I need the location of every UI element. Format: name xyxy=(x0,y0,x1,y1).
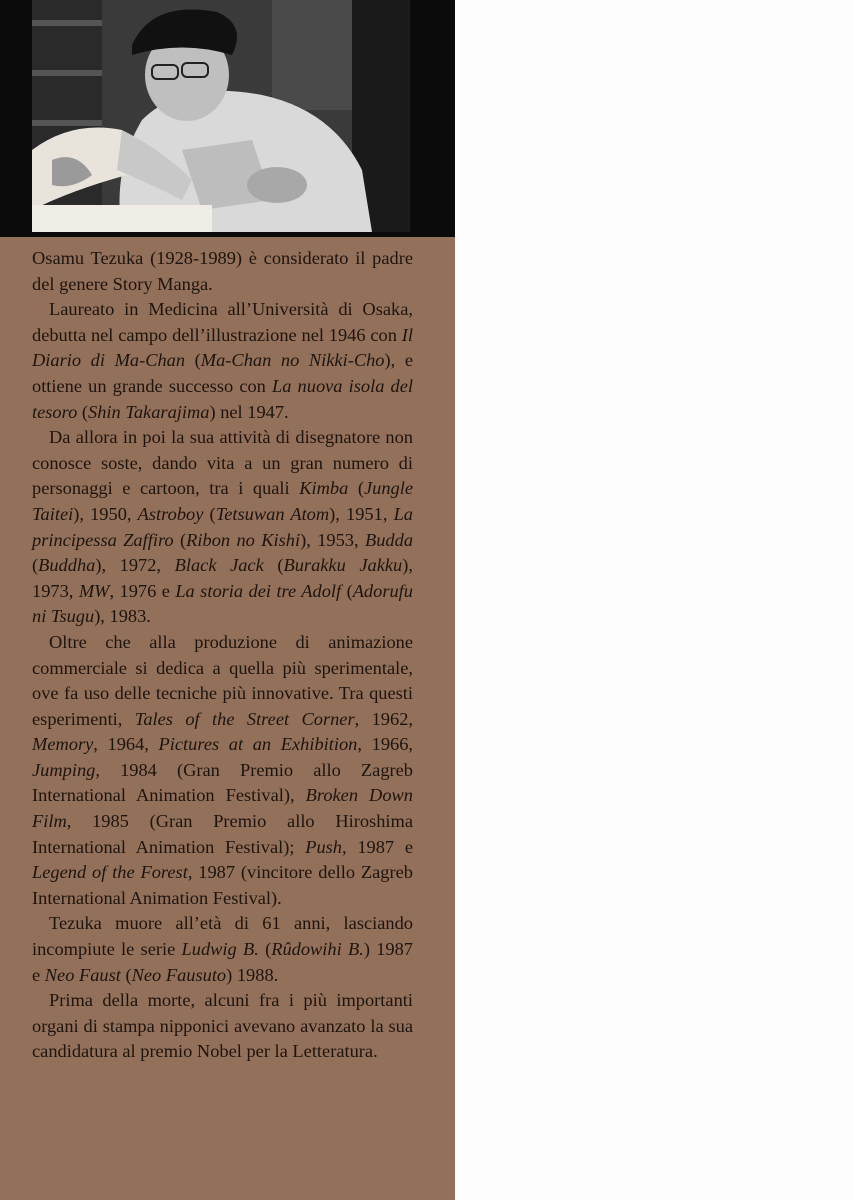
blank-right-page xyxy=(455,0,853,1200)
bio-paragraph-6: Prima della morte, alcuni fra i più importanti organi di stampa nipponici avevano avanzato la sua candidatura al premio Nobel per la Letteratura. xyxy=(32,990,413,1062)
author-photo-illustration xyxy=(32,0,410,232)
author-photo xyxy=(32,0,410,232)
bio-paragraph-4: Oltre che alla produzione di animazione commerciale si dedica a quella più sperimentale, ove fa uso delle tecniche più innovative. Tra questi esperimenti, Tales of the Street Corner, 1962, Memory, 1964, Pictures at an Exhibition, 1966, Jumping, 1984 (Gran Premio allo Zagreb International Animation Festival), Broken Down Film, 1985 (Gran Premio allo Hiroshima International Animation Festival); Push, 1987 e Legend of the Forest, 1987 (vincitore dello Zagreb International Animation Festival). xyxy=(32,631,414,908)
bio-paragraph-3: Da allora in poi la sua attività di disegnatore non conosce soste, dando vita a un gran numero di personaggi e cartoon, tra i quali Kimba (Jungle Taitei), 1950, Astroboy (Tetsuwan Atom), 1951, La principessa Zaffiro (Ribon no Kishi), 1953, Budda (Buddha), 1972, Black Jack (Burakku Jakku), 1973, MW, 1976 e La storia dei tre Adolf (Adorufu ni Tsugu), 1983. xyxy=(32,427,414,627)
bio-paragraph-2: Laureato in Medicina all’Università di Osaka, debutta nel campo dell’illustrazione nel 1946 con Il Diario di Ma-Chan (Ma-Chan no Nikki-Cho), e ottiene un grande successo con La nuova isola del tesoro (Shin Takarajima) nel 1947. xyxy=(32,299,413,422)
author-biography xyxy=(32,246,413,1065)
photo-frame xyxy=(0,0,455,237)
bio-paragraph-1: Osamu Tezuka (1928-1989) è considerato il padre del genere Story Manga. xyxy=(32,248,413,294)
bio-paragraph-5: Tezuka muore all’età di 61 anni, lasciando incompiute le serie Ludwig B. (Rûdowihi B.) 1987 e Neo Faust (Neo Fausuto) 1988. xyxy=(32,913,413,985)
